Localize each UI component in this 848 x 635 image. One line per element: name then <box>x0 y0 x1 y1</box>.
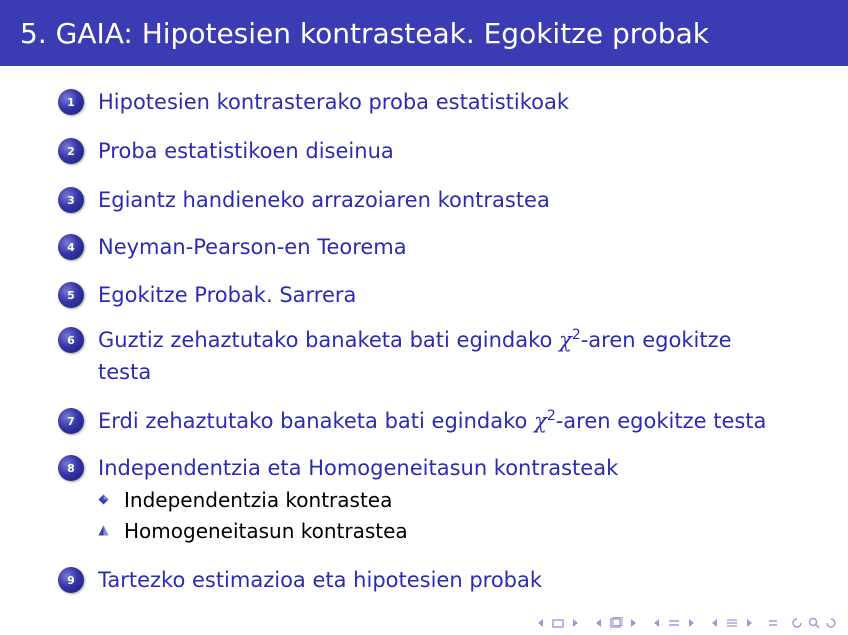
nav-next-section-icon[interactable] <box>684 616 698 630</box>
label-text-line2: testa <box>98 360 152 384</box>
nav-subsection-group <box>708 616 756 630</box>
item-number-ball: 6 <box>58 327 84 353</box>
nav-frame-group <box>534 616 582 630</box>
item-number-ball: 8 <box>58 455 84 481</box>
chi-symbol: χ <box>534 409 547 433</box>
nav-next-frame-icon[interactable] <box>568 616 582 630</box>
nav-forward-icon[interactable] <box>824 616 838 630</box>
nav-section-icon[interactable] <box>667 616 681 630</box>
item-number-ball: 7 <box>58 408 84 434</box>
diamond-bullet-icon <box>98 494 109 505</box>
item-number-ball: 5 <box>58 282 84 308</box>
toc-item-label[interactable]: Tartezko estimazioa eta hipotesien probak <box>98 568 543 592</box>
nav-prev-section-icon[interactable] <box>650 616 664 630</box>
nav-prev-subsection-icon[interactable] <box>708 616 722 630</box>
label-text: Guztiz zehaztutako banaketa bati egindako <box>98 328 553 352</box>
nav-slide-icon[interactable] <box>609 616 623 630</box>
superscript: 2 <box>546 408 556 424</box>
nav-section-group <box>650 616 698 630</box>
toc-item-label[interactable]: Egokitze Probak. Sarrera <box>98 283 357 307</box>
nav-next-slide-icon[interactable] <box>626 616 640 630</box>
label-text: -aren egokitze <box>580 328 732 352</box>
nav-prev-frame-icon[interactable] <box>534 616 548 630</box>
chi-symbol: χ <box>559 328 572 352</box>
slide-title: 5. GAIA: Hipotesien kontrasteak. Egokitze probak <box>20 16 709 50</box>
label-text: Erdi zehaztutako banaketa bati egindako <box>98 409 528 433</box>
toc-subitem-label[interactable]: Independentzia kontrastea <box>124 488 393 512</box>
nav-next-subsection-icon[interactable] <box>742 616 756 630</box>
toc-item-label[interactable]: Proba estatistikoen diseinua <box>98 139 394 163</box>
nav-menu-icon[interactable] <box>766 616 780 630</box>
toc-item-label[interactable]: Egiantz handieneko arrazoiaren kontrastea <box>98 188 550 212</box>
nav-frame-icon[interactable] <box>551 616 565 630</box>
toc-item-label[interactable]: Independentzia eta Homogeneitasun kontrasteak <box>98 456 619 480</box>
toc-item-label[interactable] <box>98 324 798 388</box>
superscript: 2 <box>571 327 581 343</box>
beamer-navigation-bar <box>534 615 838 631</box>
nav-back-icon[interactable] <box>790 616 804 630</box>
item-number-ball: 3 <box>58 187 84 213</box>
label-text: -aren egokitze testa <box>555 409 767 433</box>
toc-subitem-label[interactable]: Homogeneitasun kontrastea <box>124 519 408 543</box>
nav-search-group <box>790 616 838 630</box>
toc-item-label[interactable] <box>98 405 798 437</box>
nav-subsection-icon[interactable] <box>725 616 739 630</box>
item-number-ball: 1 <box>58 89 84 115</box>
toc-item-label[interactable]: Hipotesien kontrasterako proba estatistikoak <box>98 90 570 114</box>
nav-prev-slide-icon[interactable] <box>592 616 606 630</box>
item-number-ball: 4 <box>58 234 84 260</box>
nav-slide-group <box>592 616 640 630</box>
item-number-ball: 2 <box>58 138 84 164</box>
toc-item-label[interactable]: Neyman-Pearson-en Teorema <box>98 235 407 259</box>
item-number-ball: 9 <box>58 567 84 593</box>
triangle-bullet-icon <box>98 525 109 536</box>
nav-search-icon[interactable] <box>807 616 821 630</box>
